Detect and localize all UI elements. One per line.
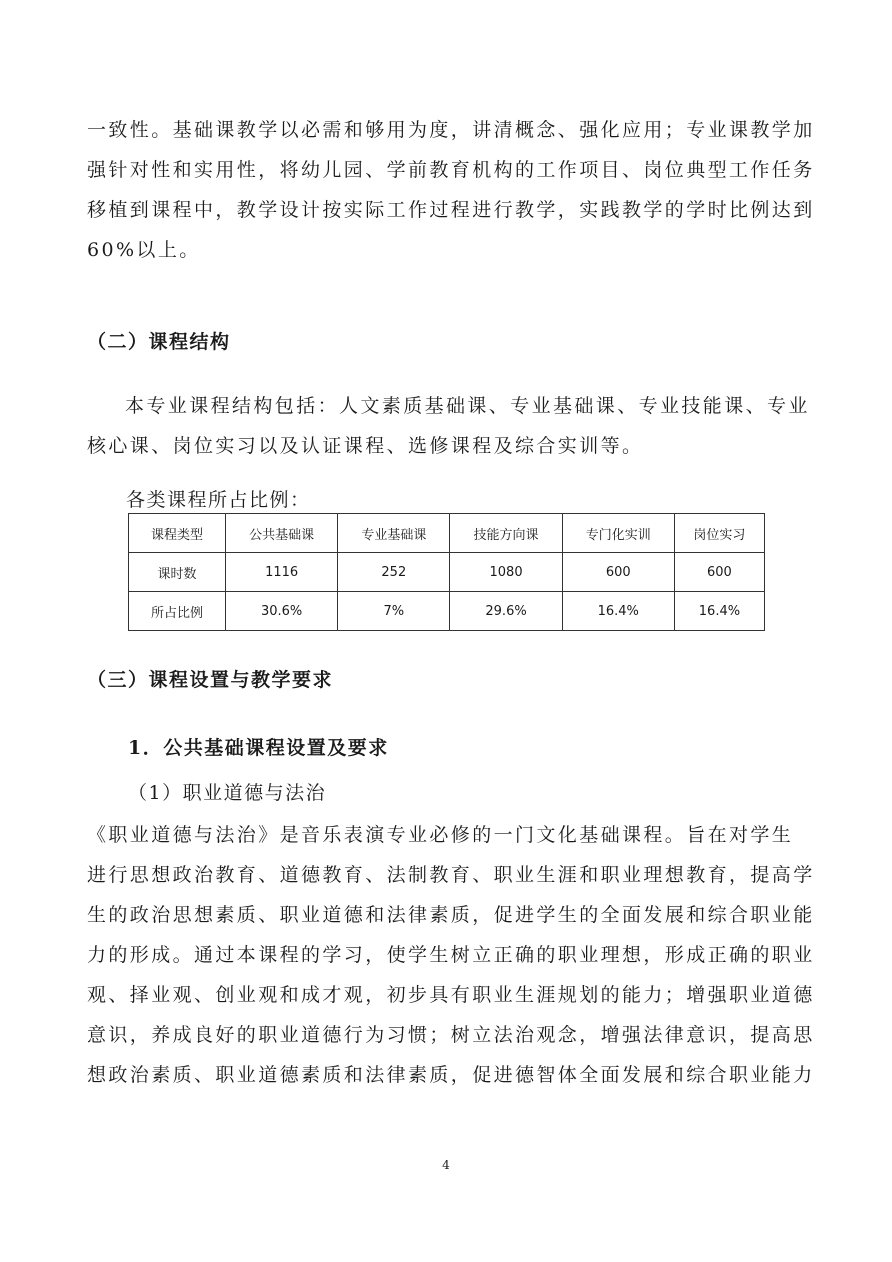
table-cell: 专门化实训 [562,514,674,553]
text-line: 进行思想政治教育、道德教育、法制教育、职业生涯和职业理想教育，提高学 [87,864,815,886]
course-item-title: （1）职业道德与法治 [128,782,327,804]
paragraph-ethics-law-course [87,815,815,1095]
table-cell: 600 [562,553,674,592]
table-cell: 7% [338,592,450,631]
text-line: 强针对性和实用性，将幼儿园、学前教育机构的工作项目、岗位典型工作任务 [87,159,815,181]
subsection-heading-public-courses: 1．公共基础课程设置及要求 [128,737,389,759]
text-line: 力的形成。通过本课程的学习，使学生树立正确的职业理想，形成正确的职业 [87,944,815,966]
paragraph-teaching-approach [87,110,815,270]
text-line: 生的政治思想素质、职业道德和法律素质，促进学生的全面发展和综合职业能 [87,904,815,926]
table-header-row [129,514,765,553]
text-line: 观、择业观、创业观和成才观，初步具有职业生涯规划的能力；增强职业道德 [87,984,815,1006]
table-row-ratio [129,592,765,631]
text-line: 本专业课程结构包括：人文素质基础课、专业基础课、专业技能课、专业 [125,395,810,417]
table-cell: 1080 [450,553,562,592]
text-line: 核心课、岗位实习以及认证课程、选修课程及综合实训等。 [87,435,644,457]
text-line: 移植到课程中，教学设计按实际工作过程进行教学，实践教学的学时比例达到 [87,199,815,221]
table-cell: 29.6% [450,592,562,631]
table-cell: 公共基础课 [226,514,338,553]
text-line: 一致性。基础课教学以必需和够用为度，讲清概念、强化应用；专业课教学加 [87,119,815,141]
page-number: 4 [442,1158,450,1172]
table-cell: 16.4% [562,592,674,631]
table-cell: 岗位实习 [674,514,764,553]
table-cell: 1116 [226,553,338,592]
table-cell: 课程类型 [129,514,226,553]
table-row-hours [129,553,765,592]
section-heading-course-settings: （三）课程设置与教学要求 [87,669,334,691]
text-line: 《职业道德与法治》是音乐表演专业必修的一门文化基础课程。旨在对学生 [87,824,794,846]
table-cell: 技能方向课 [450,514,562,553]
table-cell: 所占比例 [129,592,226,631]
text-line: 想政治素质、职业道德素质和法律素质，促进德智体全面发展和综合职业能力 [87,1064,815,1086]
table-cell: 16.4% [674,592,764,631]
table-cell: 专业基础课 [338,514,450,553]
text-line: 60%以上。 [87,239,201,261]
course-ratio-table [128,513,765,631]
paragraph-course-structure [87,386,809,466]
table-cell: 30.6% [226,592,338,631]
text-line: 意识，养成良好的职业道德行为习惯；树立法治观念，增强法律意识，提高思 [87,1024,815,1046]
table-cell: 252 [338,553,450,592]
table-cell: 600 [674,553,764,592]
table-cell: 课时数 [129,553,226,592]
table-caption: 各类课程所占比例： [126,489,311,511]
section-heading-course-structure: （二）课程结构 [87,331,231,353]
